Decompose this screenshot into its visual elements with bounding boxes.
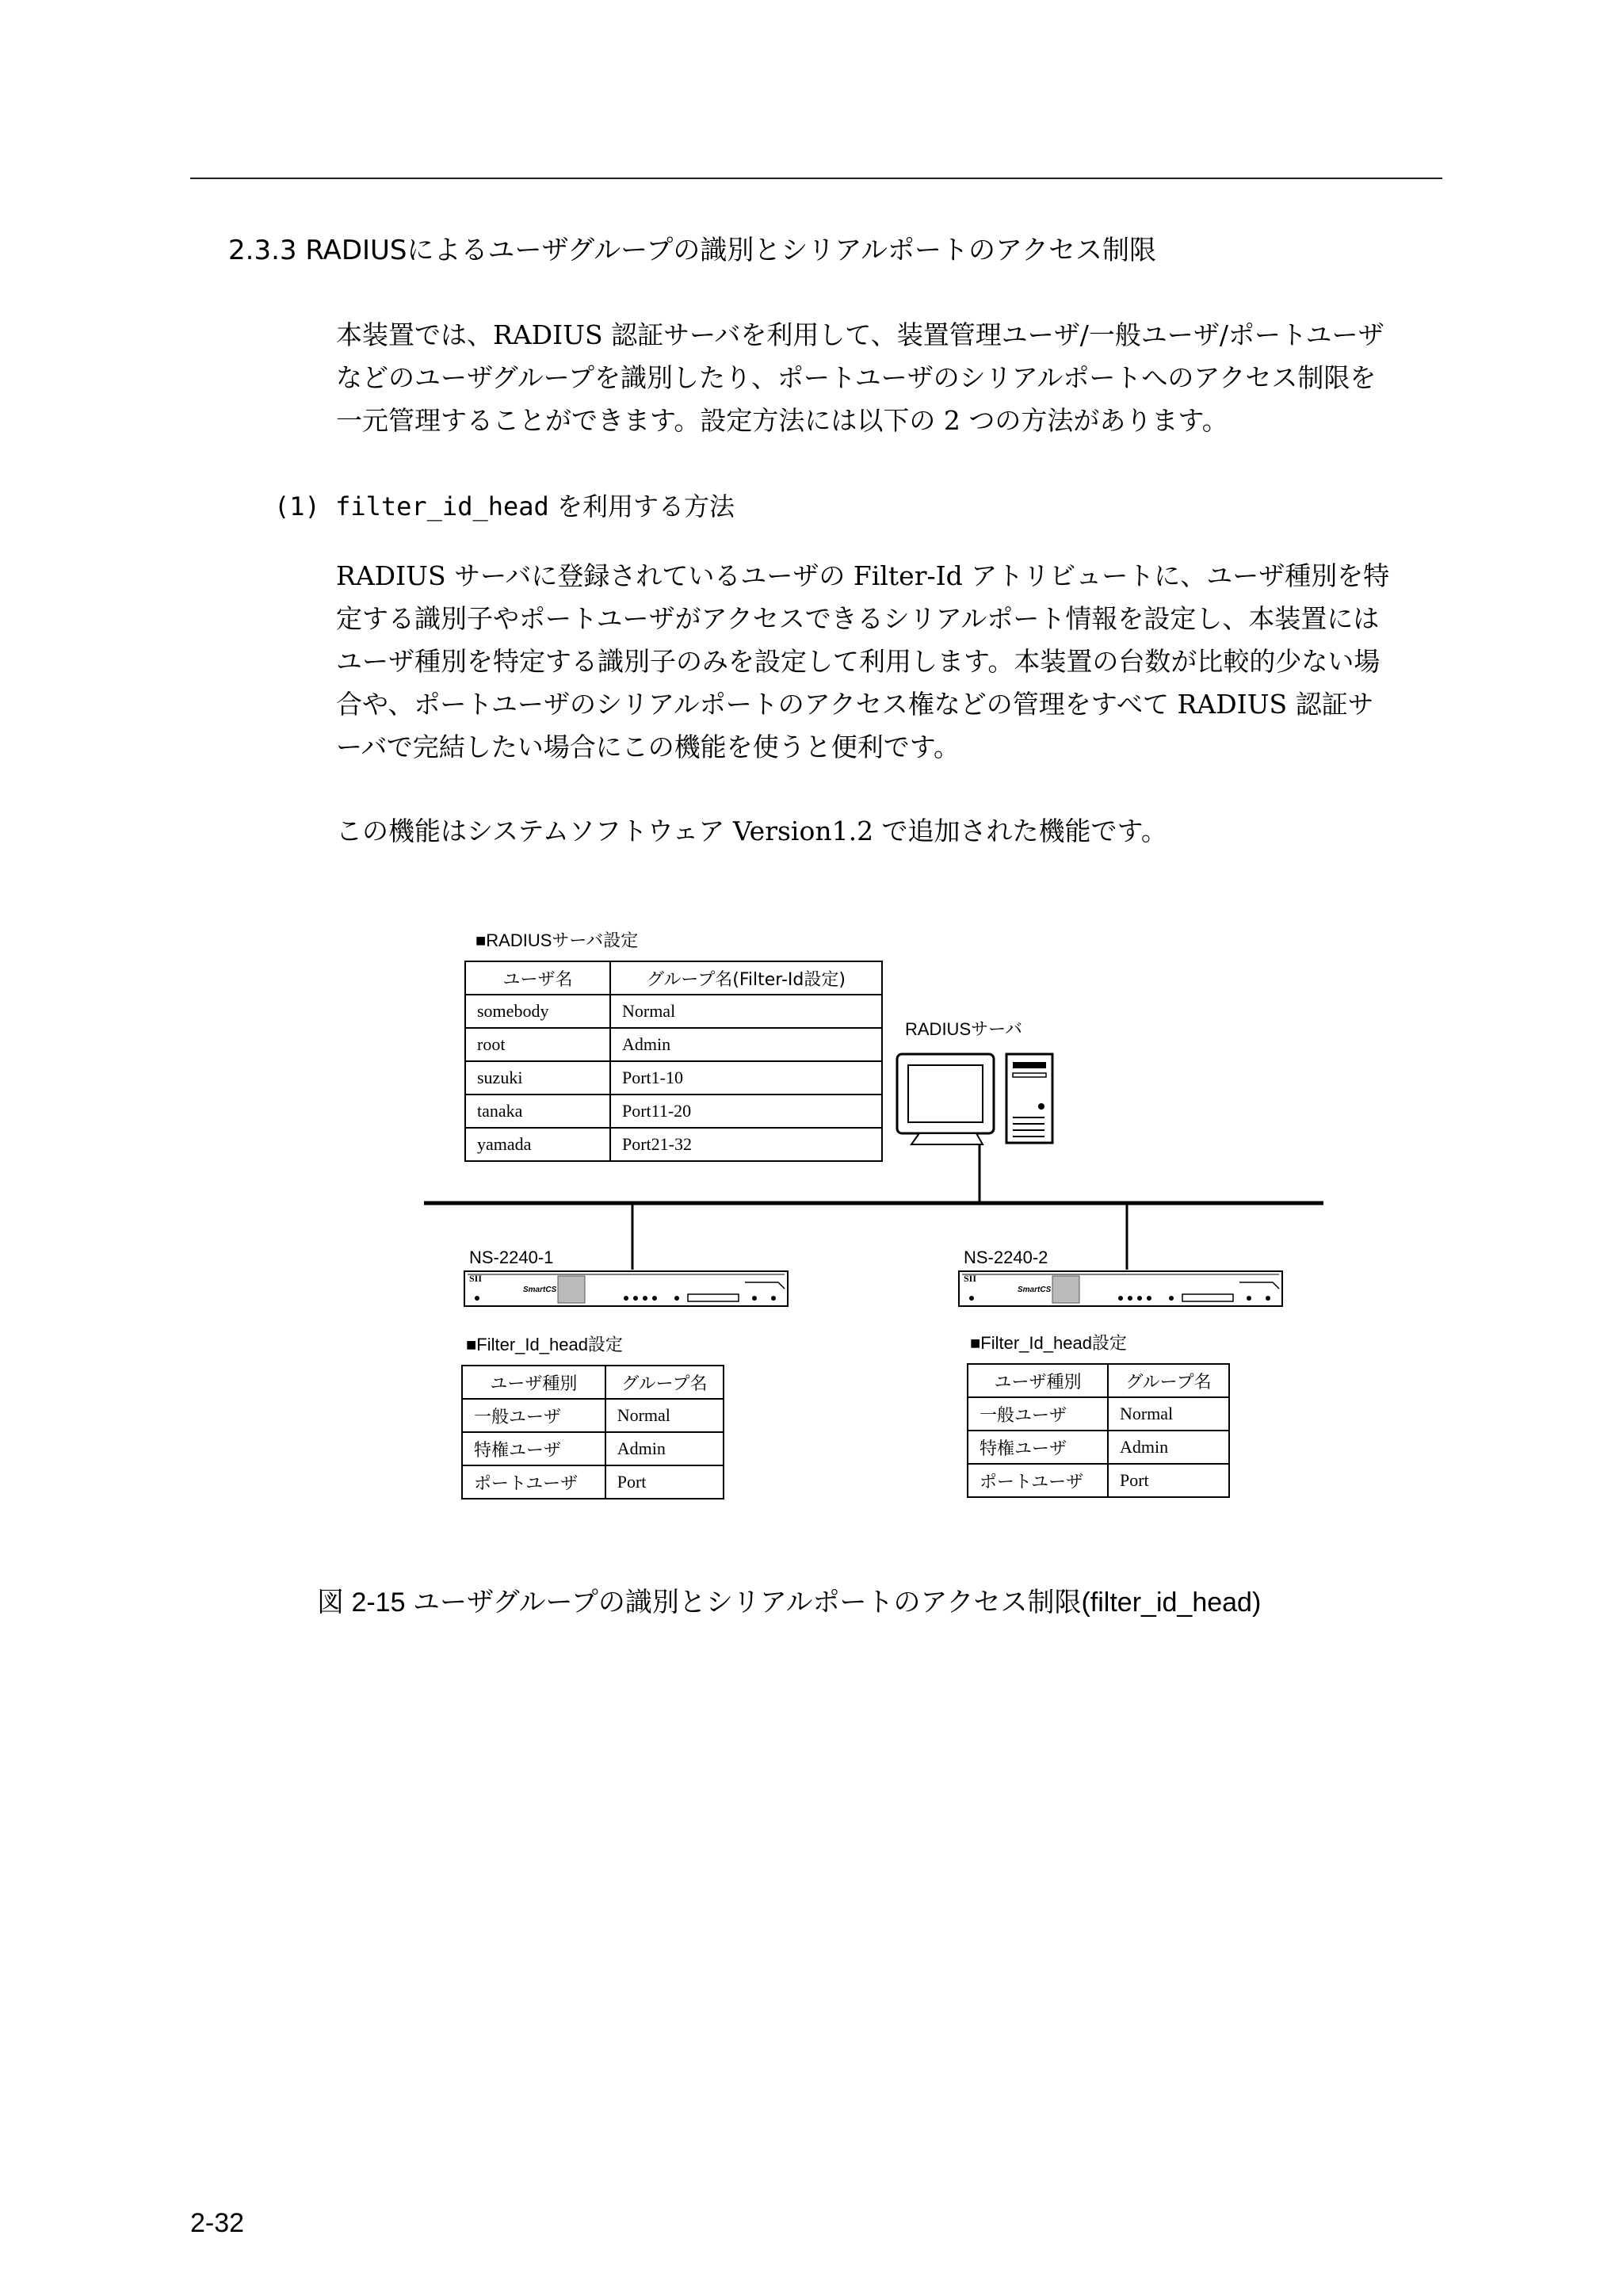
- figure-caption: 図 2-15 ユーザグループの識別とシリアルポートのアクセス制限(filter_id_head): [317, 1587, 1262, 1618]
- radius-server-label: RADIUSサーバ: [905, 1019, 1023, 1039]
- header-cell: ユーザ種別: [462, 1366, 605, 1399]
- header-cell: ユーザ種別: [968, 1364, 1108, 1397]
- group-name-cell: Normal: [1108, 1397, 1229, 1431]
- group-name-cell: Port: [605, 1465, 724, 1499]
- group-name-cell: Port1-10: [610, 1061, 882, 1095]
- version-note-text: この機能はシステムソフトウェア Version1.2 で追加された機能です。: [336, 816, 1167, 846]
- table-row: [465, 1028, 882, 1061]
- table-row: [968, 1397, 1229, 1431]
- table-row: [462, 1432, 724, 1465]
- user-type-cell: 一般ユーザ: [968, 1397, 1108, 1431]
- device1-label: NS-2240-1: [469, 1247, 554, 1267]
- device2-model: SmartCS: [1018, 1286, 1052, 1294]
- table-row: [968, 1431, 1229, 1464]
- group-name-cell: Normal: [610, 995, 882, 1028]
- user-type-cell: ポートユーザ: [462, 1465, 605, 1499]
- device2-label: NS-2240-2: [964, 1247, 1048, 1267]
- header-cell: グループ名(Filter-Id設定): [610, 961, 882, 995]
- user-name-cell: root: [465, 1028, 610, 1061]
- filter-settings-label-2: ■Filter_Id_head設定: [970, 1333, 1127, 1353]
- device1-model: SmartCS: [523, 1286, 557, 1294]
- device2-brand: SII: [964, 1273, 977, 1284]
- table-header-row: [968, 1364, 1229, 1397]
- table-row: [462, 1399, 724, 1432]
- table-row: [462, 1465, 724, 1499]
- server-computer-icon: [897, 1054, 1052, 1144]
- intro-line: 一元管理することができます。設定方法には以下の 2 つの方法があります。: [336, 405, 1228, 436]
- table-row: [465, 1095, 882, 1128]
- intro-line: 本装置では、RADIUS 認証サーバを利用して、装置管理ユーザ/一般ユーザ/ポートユーザ: [336, 319, 1384, 350]
- table-header-row: [465, 961, 882, 995]
- device1-chassis: [464, 1271, 788, 1306]
- method-number: (1): [274, 491, 336, 521]
- user-type-cell: 特権ユーザ: [462, 1432, 605, 1465]
- table-row: [465, 995, 882, 1028]
- method-line: 定する識別子やポートユーザがアクセスできるシリアルポート情報を設定し、本装置には: [336, 603, 1380, 634]
- table-row: [968, 1464, 1229, 1497]
- method-code: filter_id_head: [335, 491, 549, 521]
- device1-brand: SII: [469, 1273, 483, 1284]
- group-name-cell: Port: [1108, 1464, 1229, 1497]
- header-cell: ユーザ名: [465, 961, 610, 995]
- table-row: [465, 1128, 882, 1161]
- group-name-cell: Admin: [1108, 1431, 1229, 1464]
- user-name-cell: somebody: [465, 995, 610, 1028]
- device2-chassis: [959, 1271, 1282, 1306]
- method-line: 合や、ポートユーザのシリアルポートのアクセス権などの管理をすべて RADIUS 認証サ: [336, 689, 1374, 720]
- table-row: [465, 1061, 882, 1095]
- page-number: 2-32: [190, 2208, 245, 2238]
- filter-id-head-table-1: [461, 1365, 724, 1499]
- radius-user-table: [464, 961, 883, 1162]
- group-name-cell: Normal: [605, 1399, 724, 1432]
- user-name-cell: yamada: [465, 1128, 610, 1161]
- section-heading: 2.3.3 RADIUSによるユーザグループの識別とシリアルポートのアクセス制限: [228, 235, 1157, 266]
- method-line: ユーザ種別を特定する識別子のみを設定して利用します。本装置の台数が比較的少ない場: [336, 646, 1381, 677]
- group-name-cell: Port21-32: [610, 1128, 882, 1161]
- user-type-cell: ポートユーザ: [968, 1464, 1108, 1497]
- user-type-cell: 一般ユーザ: [462, 1399, 605, 1432]
- user-type-cell: 特権ユーザ: [968, 1431, 1108, 1464]
- method-title: を利用する方法: [548, 491, 735, 521]
- group-name-cell: Admin: [605, 1432, 724, 1465]
- user-name-cell: suzuki: [465, 1061, 610, 1095]
- header-cell: グループ名: [605, 1366, 724, 1399]
- radius-settings-label: ■RADIUSサーバ設定: [475, 930, 639, 950]
- method-line: ーバで完結したい場合にこの機能を使うと便利です。: [336, 732, 960, 762]
- filter-settings-label-1: ■Filter_Id_head設定: [466, 1335, 623, 1354]
- filter-id-head-table-2: [967, 1363, 1230, 1498]
- group-name-cell: Admin: [610, 1028, 882, 1061]
- user-name-cell: tanaka: [465, 1095, 610, 1128]
- header-cell: グループ名: [1108, 1364, 1229, 1397]
- method-line: RADIUS サーバに登録されているユーザの Filter-Id アトリビュートに、ユーザ種別を特: [336, 560, 1390, 591]
- intro-line: などのユーザグループを識別したり、ポートユーザのシリアルポートへのアクセス制限を: [336, 362, 1377, 393]
- table-header-row: [462, 1366, 724, 1399]
- group-name-cell: Port11-20: [610, 1095, 882, 1128]
